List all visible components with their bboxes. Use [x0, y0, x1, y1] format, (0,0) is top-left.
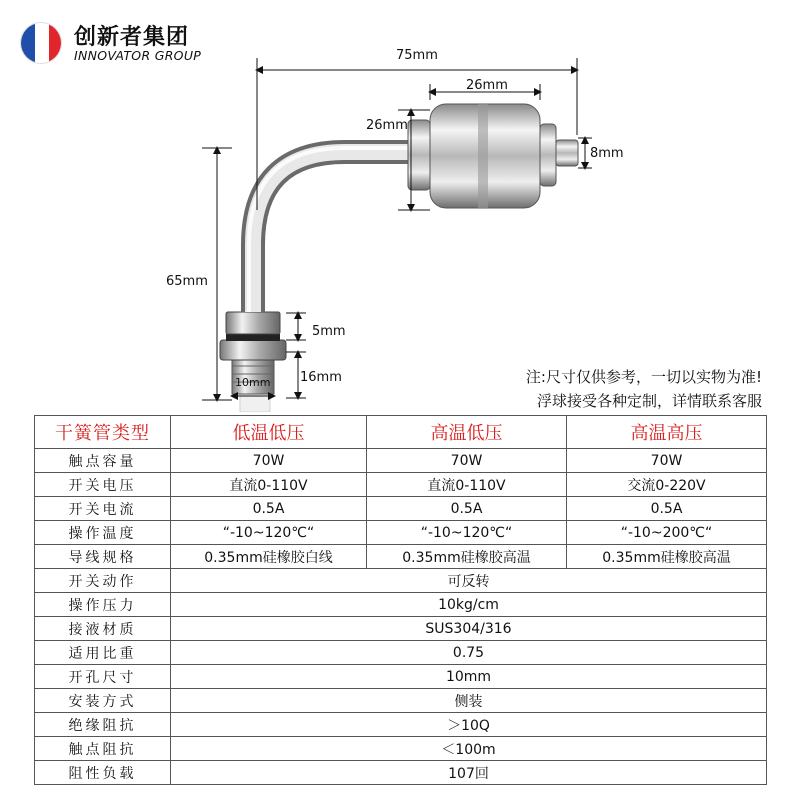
row-label: 绝缘阻抗: [35, 713, 171, 737]
row-label: 操作压力: [35, 593, 171, 617]
cell: 直流0-110V: [367, 473, 567, 497]
table-row: [35, 521, 767, 545]
cell: 0.5A: [367, 497, 567, 521]
dim-nut-height: 5mm: [312, 324, 346, 339]
lower-nut: [220, 340, 286, 360]
rubber-washer: [226, 334, 280, 341]
table-row: [35, 617, 767, 641]
row-label: 触点阻抗: [35, 737, 171, 761]
row-label: 操作温度: [35, 521, 171, 545]
dim-float-height: 26mm: [366, 118, 408, 133]
table-row: [35, 737, 767, 761]
cell: “-10~200℃“: [567, 521, 767, 545]
table-row: [35, 593, 767, 617]
cell: 0.35mm硅橡胶白线: [171, 545, 367, 569]
row-label: 接液材质: [35, 617, 171, 641]
table-row: [35, 761, 767, 785]
cell: 0.75: [171, 641, 767, 665]
dim-stem-diameter: 8mm: [590, 146, 624, 161]
dim-thread-length: 16mm: [300, 370, 342, 385]
header-high-temp-low-pressure: 高温低压: [367, 416, 567, 449]
row-label: 触点容量: [35, 449, 171, 473]
table-row: [35, 497, 767, 521]
spec-header-row: [35, 416, 767, 449]
row-label: 开关电流: [35, 497, 171, 521]
cell: 70W: [367, 449, 567, 473]
note-line-1: 注:尺寸仅供参考，一切以实物为准!: [525, 368, 762, 386]
table-row: [35, 545, 767, 569]
cell: 10mm: [171, 665, 767, 689]
retaining-clip-right: [540, 124, 556, 186]
cell: “-10~120℃“: [171, 521, 367, 545]
cell: 70W: [567, 449, 767, 473]
cell: ＜100m: [171, 737, 767, 761]
header-type: 干簧管类型: [35, 416, 171, 449]
cell: SUS304/316: [171, 617, 767, 641]
cell: 0.5A: [567, 497, 767, 521]
table-row: [35, 665, 767, 689]
brand-name-en: INNOVATOR GROUP: [74, 48, 202, 63]
cell: 0.5A: [171, 497, 367, 521]
row-label: 开关动作: [35, 569, 171, 593]
table-row: [35, 473, 767, 497]
row-label: 开关电压: [35, 473, 171, 497]
header-low-temp-low-pressure: 低温低压: [171, 416, 367, 449]
cell: 70W: [171, 449, 367, 473]
row-label: 安装方式: [35, 689, 171, 713]
cell: 0.35mm硅橡胶高温: [567, 545, 767, 569]
row-label: 适用比重: [35, 641, 171, 665]
cell: 0.35mm硅橡胶高温: [367, 545, 567, 569]
dim-vertical-length: 65mm: [166, 274, 208, 289]
table-row: [35, 713, 767, 737]
dim-total-width: 75mm: [396, 48, 438, 63]
cell: 可反转: [171, 569, 767, 593]
table-row: [35, 449, 767, 473]
cell: “-10~120℃“: [367, 521, 567, 545]
row-label: 开孔尺寸: [35, 665, 171, 689]
cell: 侧装: [171, 689, 767, 713]
stem-end: [556, 140, 578, 166]
row-label: 阻性负载: [35, 761, 171, 785]
note-line-2: 浮球接受各种定制，详情联系客服: [536, 392, 762, 410]
cell: 107回: [171, 761, 767, 785]
table-row: [35, 689, 767, 713]
dim-thread-diameter: 10mm: [235, 376, 271, 389]
cell: 直流0-110V: [171, 473, 367, 497]
dim-float-width: 26mm: [466, 78, 508, 93]
header-high-temp-high-pressure: 高温高压: [567, 416, 767, 449]
row-label: 导线规格: [35, 545, 171, 569]
table-row: [35, 641, 767, 665]
table-row: [35, 569, 767, 593]
cell: 10kg/cm: [171, 593, 767, 617]
brand-name-cn: 创新者集团: [74, 25, 190, 50]
cell: 交流0-220V: [567, 473, 767, 497]
upper-nut: [226, 312, 280, 334]
spec-table: [34, 415, 767, 785]
cell: ＞10Q: [171, 713, 767, 737]
